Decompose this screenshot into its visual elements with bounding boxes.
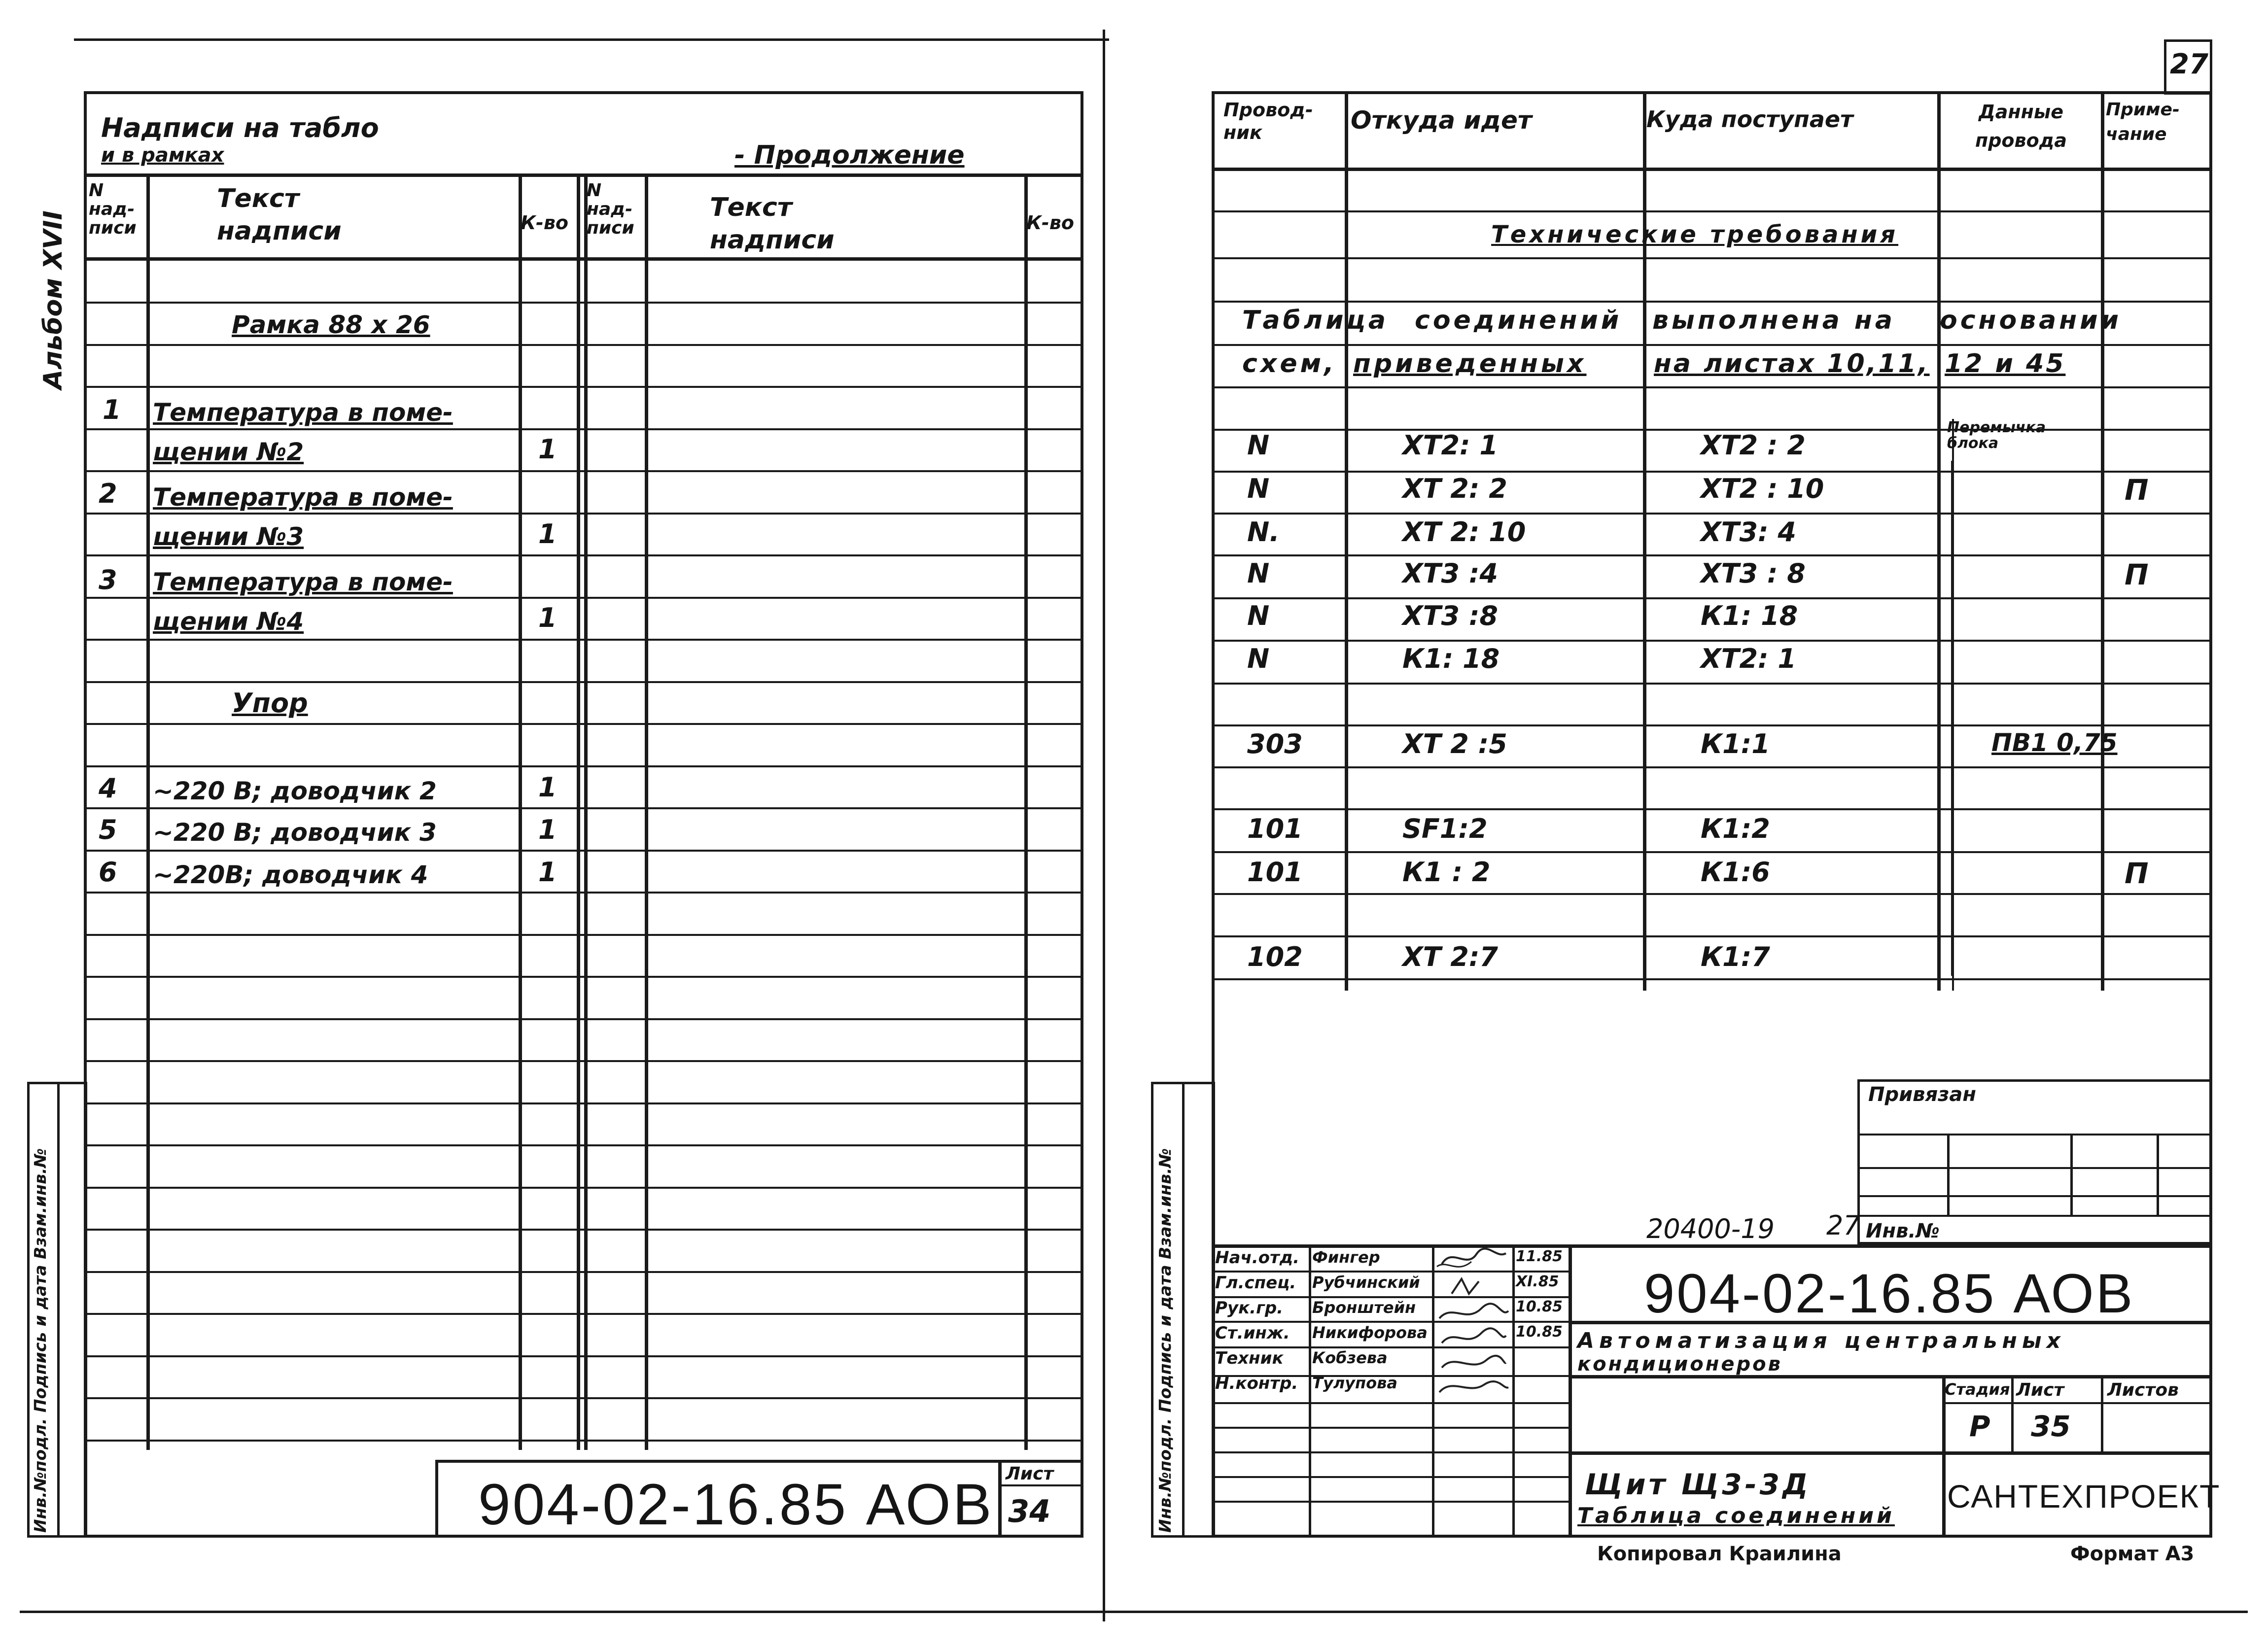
tb-col-name <box>1309 1244 1311 1538</box>
row-text-2b: щении №3 <box>153 522 304 551</box>
tb-sheets-label: Листов <box>2107 1380 2179 1400</box>
signatures <box>1432 1244 1512 1407</box>
header-qty-1: К-во <box>521 212 568 234</box>
right-row-line-18 <box>1212 978 2212 980</box>
row-num-2: 2 <box>99 478 117 509</box>
header-bottom-line <box>84 257 1083 261</box>
jumper-bracket <box>1951 461 1953 976</box>
tb-sheet: 35 <box>2031 1410 2071 1443</box>
conn-wire-2: N. <box>1247 516 1280 548</box>
header-top-line <box>84 173 1083 177</box>
row-num-6: 6 <box>99 857 117 888</box>
tech-req-l1-a: Таблица <box>1242 306 1389 335</box>
tech-req-l1-d: основании <box>1940 306 2122 335</box>
tb-line-stage-hdr <box>1942 1402 2212 1404</box>
row-qty-6: 1 <box>538 857 557 888</box>
conn-to-5: ХТ2: 1 <box>1701 643 1797 674</box>
left-row-line-10 <box>84 723 1083 725</box>
left-row-line-9 <box>84 681 1083 683</box>
right-row-line-0 <box>1212 210 2212 212</box>
tb-line-drawing <box>1569 1451 2212 1455</box>
attached-line2 <box>1857 1167 2212 1169</box>
header-num-1: N над- писи <box>89 180 137 238</box>
conn-from-7: SF1:2 <box>1402 813 1488 844</box>
staff-name-3: Никифорова <box>1312 1323 1428 1342</box>
left-margin-stamp-text: Инв.№подл. Подпись и дата Взам.инв.№ <box>31 1148 50 1533</box>
staff-role-5: Н.контр. <box>1215 1374 1298 1393</box>
left-row-line-0 <box>84 302 1083 304</box>
tech-req-l2-a: схем, <box>1242 349 1337 379</box>
tb-line-project <box>1569 1375 2212 1378</box>
conn-to-6: К1:1 <box>1701 728 1770 759</box>
row-text-1a: Температура в поме- <box>153 398 453 427</box>
left-sheet-frame <box>84 91 1083 1538</box>
inv-label: Инв.№ <box>1866 1220 1940 1242</box>
staff-line-0 <box>1212 1271 1569 1273</box>
tb-project-line2: кондиционеров <box>1577 1353 1782 1376</box>
tb-line-top <box>1212 1244 2212 1248</box>
row-qty-4: 1 <box>538 772 557 803</box>
right-row-line-7 <box>1212 513 2212 515</box>
left-code-sheet-line <box>998 1484 1082 1486</box>
staff-date-2: 10.85 <box>1516 1298 1563 1315</box>
page-number: 27 <box>2170 48 2208 80</box>
sheet-top-edge <box>74 38 1109 41</box>
tb-project-line1: Автоматизация центральных <box>1577 1328 2066 1353</box>
conn-to-2: ХТ3: 4 <box>1701 516 1797 548</box>
col-line-note <box>2101 91 2104 991</box>
right-row-line-1 <box>1212 257 2212 259</box>
col-line-num <box>146 173 150 1450</box>
left-row-line-8 <box>84 639 1083 641</box>
right-row-line-14 <box>1212 808 2212 810</box>
left-row-line-5 <box>84 513 1083 515</box>
conn-note-1: П <box>2125 473 2149 507</box>
right-row-line-12 <box>1212 724 2212 726</box>
left-sheet-label: Лист <box>1006 1464 1054 1484</box>
staff-date-1: XI.85 <box>1516 1273 1559 1290</box>
left-row-line-1 <box>84 344 1083 346</box>
album-label: Альбом XVII <box>38 210 68 389</box>
tb-col-sheets <box>2101 1375 2103 1451</box>
conn-from-1: ХТ 2: 2 <box>1402 473 1507 504</box>
conn-wire-3: N <box>1247 558 1270 589</box>
right-margin-stamp-text: Инв.№подл. Подпись и дата Взам.инв.№ <box>1155 1148 1175 1533</box>
attached-line1 <box>1857 1134 2212 1136</box>
left-row-line-26 <box>84 1397 1083 1399</box>
left-row-line-7 <box>84 597 1083 599</box>
conn-data-6: ПВ1 0,75 <box>1991 728 2118 757</box>
conn-wire-8: 101 <box>1247 857 1303 888</box>
right-row-line-9 <box>1212 597 2212 599</box>
tech-req-l1-b: соединений <box>1415 306 1622 335</box>
conn-note-8: П <box>2125 857 2149 890</box>
staff-date-0: 11.85 <box>1516 1248 1563 1265</box>
row-text-frame: Рамка 88 x 26 <box>232 310 430 339</box>
conn-to-1: ХТ2 : 10 <box>1701 473 1824 504</box>
left-row-line-18 <box>84 1060 1083 1062</box>
staff-name-1: Рубчинский <box>1312 1273 1420 1292</box>
table-title-line1: Надписи на табло <box>101 112 379 143</box>
row-text-6: ~220В; доводчик 4 <box>153 860 428 889</box>
row-text-4: ~220 В; доводчик 2 <box>153 777 437 805</box>
attached-line4 <box>1857 1215 2212 1217</box>
tb-col-sheet <box>2011 1375 2014 1451</box>
left-row-line-11 <box>84 765 1083 767</box>
staff-role-3: Ст.инж. <box>1215 1323 1290 1343</box>
row-qty-5: 1 <box>538 814 557 845</box>
row-qty-3: 1 <box>538 602 557 633</box>
tb-stage: Р <box>1969 1410 1990 1443</box>
tb-col-date <box>1512 1244 1515 1538</box>
row-num-5: 5 <box>99 814 117 845</box>
header-text-2: Текст надписи <box>710 193 835 255</box>
row-num-3: 3 <box>99 564 117 595</box>
right-row-line-8 <box>1212 554 2212 556</box>
conn-from-2: ХТ 2: 10 <box>1402 516 1526 548</box>
row-text-3b: щении №4 <box>153 607 304 636</box>
right-row-line-13 <box>1212 766 2212 768</box>
right-row-line-4 <box>1212 386 2212 388</box>
staff-role-0: Нач.отд. <box>1215 1248 1300 1268</box>
conn-wire-5: N <box>1247 643 1270 674</box>
row-num-4: 4 <box>99 773 117 804</box>
right-row-line-2 <box>1212 301 2212 303</box>
right-row-line-6 <box>1212 471 2212 473</box>
row-text-3a: Температура в поме- <box>153 568 453 596</box>
conn-from-9: ХТ 2:7 <box>1402 941 1499 972</box>
left-row-line-4 <box>84 470 1083 472</box>
header-wire-data: Данные провода <box>1975 101 2067 151</box>
conn-from-8: К1 : 2 <box>1402 857 1491 888</box>
header-to: Куда поступает <box>1646 106 1853 133</box>
row-num-1: 1 <box>103 394 121 425</box>
staff-date-3: 10.85 <box>1516 1323 1563 1341</box>
left-code-divider <box>998 1460 1002 1538</box>
inv-ref-sheet: 27 <box>1826 1210 1860 1241</box>
tb-col-stage <box>1942 1375 1946 1538</box>
staff-name-5: Тулупова <box>1312 1374 1397 1392</box>
conn-to-7: К1:2 <box>1701 813 1770 844</box>
conn-note-3: П <box>2125 558 2149 591</box>
conn-wire-9: 102 <box>1247 941 1303 972</box>
header-note: Приме- чание <box>2106 100 2180 144</box>
conn-to-3: ХТ3 : 8 <box>1701 558 1806 589</box>
col-line-from <box>1345 91 1348 991</box>
right-row-line-10 <box>1212 640 2212 642</box>
left-row-line-13 <box>84 850 1083 852</box>
header-from: Откуда идет <box>1351 106 1532 135</box>
conn-wire-0: N <box>1247 430 1270 461</box>
left-row-line-16 <box>84 976 1083 978</box>
attached-col2 <box>2070 1134 2073 1215</box>
left-row-line-12 <box>84 807 1083 809</box>
row-text-2a: Температура в поме- <box>153 483 453 512</box>
right-row-line-17 <box>1212 935 2212 937</box>
left-row-line-20 <box>84 1144 1083 1146</box>
left-row-line-2 <box>84 386 1083 388</box>
tb-doc-code: 904-02-16.85 АОВ <box>1644 1263 2135 1324</box>
tech-req-l2-b: приведенных <box>1353 349 1587 379</box>
conn-from-6: ХТ 2 :5 <box>1402 728 1507 759</box>
right-row-line-11 <box>1212 683 2212 685</box>
right-row-line-15 <box>1212 851 2212 853</box>
staff-line-6 <box>1212 1427 1569 1429</box>
tb-stage-label: Стадия <box>1945 1380 2010 1399</box>
tech-req-l2-d: 12 и 45 <box>1945 349 2066 379</box>
left-row-line-17 <box>84 1018 1083 1020</box>
sheet-bottom-edge <box>20 1611 2248 1613</box>
staff-line-8 <box>1212 1476 1569 1478</box>
right-margin-stamp-divider <box>1182 1082 1185 1538</box>
tb-organization: САНТЕХПРОЕКТ <box>1947 1478 2221 1514</box>
left-row-line-23 <box>84 1271 1083 1273</box>
conn-wire-7: 101 <box>1247 813 1303 844</box>
attached-col1 <box>1947 1134 1950 1215</box>
attached-col3 <box>2157 1134 2159 1215</box>
col-line-qty <box>519 173 522 1450</box>
col-line-num2 <box>645 173 648 1450</box>
row-qty-1: 1 <box>538 434 557 465</box>
tb-drawing-title-2: Таблица соединений <box>1577 1503 1895 1528</box>
left-row-line-19 <box>84 1102 1083 1104</box>
conn-to-8: К1:6 <box>1701 857 1770 888</box>
copied-by: Копировал Краилина <box>1597 1543 1842 1565</box>
left-row-line-21 <box>84 1187 1083 1189</box>
col-line-qty2 <box>1024 173 1028 1450</box>
staff-role-1: Гл.спец. <box>1215 1273 1296 1293</box>
tb-sheet-label: Лист <box>2016 1380 2064 1400</box>
conn-to-4: К1: 18 <box>1701 600 1798 631</box>
staff-line-5 <box>1212 1402 1569 1404</box>
left-row-line-6 <box>84 554 1083 556</box>
row-text-stop: Упор <box>232 688 308 719</box>
left-row-line-22 <box>84 1229 1083 1231</box>
conn-wire-1: N <box>1247 473 1270 504</box>
header-num-2: N над- писи <box>587 180 634 238</box>
header-qty-2: К-во <box>1026 212 1074 234</box>
right-row-line-16 <box>1212 893 2212 895</box>
left-doc-code: 904-02-16.85 АОВ <box>478 1472 994 1537</box>
row-qty-2: 1 <box>538 518 557 550</box>
staff-role-4: Техник <box>1215 1348 1284 1368</box>
continuation-label: - Продолжение <box>734 140 965 170</box>
center-fold-line <box>1103 30 1105 1621</box>
col-line-mid1 <box>577 173 580 1450</box>
conn-wire-6: 303 <box>1247 728 1303 759</box>
header-text-1: Текст надписи <box>217 184 342 246</box>
staff-line-9 <box>1212 1501 1569 1503</box>
header-wire: Провод- ник <box>1223 99 1313 143</box>
row-text-1b: щении №2 <box>153 438 304 466</box>
col-line-mid2 <box>584 173 588 1450</box>
tb-drawing-title-1: Щит Щ3-3Д <box>1585 1468 1811 1501</box>
right-row-line-3 <box>1212 344 2212 346</box>
left-sheet-number: 34 <box>1008 1493 1051 1529</box>
tb-col-main <box>1569 1244 1572 1538</box>
conn-from-5: К1: 18 <box>1402 643 1500 674</box>
row-text-5: ~220 В; доводчик 3 <box>153 818 437 847</box>
format-label: Формат А3 <box>2070 1543 2195 1565</box>
staff-line-2 <box>1212 1321 1569 1323</box>
conn-wire-4: N <box>1247 600 1270 631</box>
conn-from-0: ХТ2: 1 <box>1402 430 1499 461</box>
col-line-data <box>1937 91 1941 991</box>
left-row-line-14 <box>84 892 1083 894</box>
conn-to-9: К1:7 <box>1701 941 1770 972</box>
staff-name-0: Фингер <box>1312 1248 1380 1267</box>
left-margin-stamp-divider <box>57 1082 60 1538</box>
left-row-line-15 <box>84 934 1083 936</box>
attached-label: Привязан <box>1868 1083 1977 1106</box>
inv-ref: 20400-19 <box>1646 1213 1775 1244</box>
left-row-line-24 <box>84 1313 1083 1315</box>
staff-role-2: Рук.гр. <box>1215 1298 1284 1318</box>
attached-line3 <box>1857 1195 2212 1197</box>
staff-name-4: Кобзева <box>1312 1348 1388 1367</box>
tech-req-title: Технические требования <box>1491 221 1899 248</box>
tech-req-l1-c: выполнена на <box>1652 306 1896 335</box>
right-header-bottom <box>1212 168 2212 171</box>
conn-from-4: ХТ3 :8 <box>1402 600 1499 631</box>
tech-req-l2-c: на листах 10,11, <box>1654 349 1930 379</box>
left-row-line-3 <box>84 428 1083 430</box>
left-row-line-27 <box>84 1440 1083 1442</box>
conn-data-0: Перемычка блока <box>1947 419 2046 452</box>
conn-from-3: ХТ3 :4 <box>1402 558 1499 589</box>
left-row-line-25 <box>84 1355 1083 1357</box>
table-title-line2: и в рамках <box>101 144 224 167</box>
conn-to-0: ХТ2 : 2 <box>1701 430 1806 461</box>
staff-name-2: Бронштейн <box>1312 1298 1416 1317</box>
staff-line-7 <box>1212 1451 1569 1453</box>
